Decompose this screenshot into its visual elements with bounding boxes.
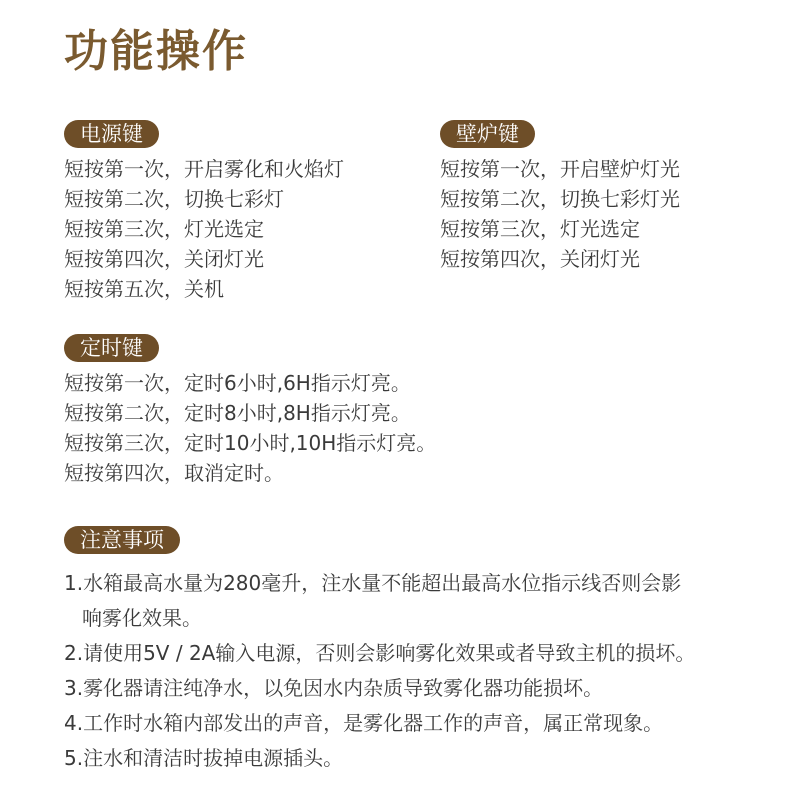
instruction-line: 短按第四次，关闭灯光 — [440, 247, 640, 271]
fireplace-key-section — [440, 120, 680, 274]
timer-key-section — [64, 334, 436, 488]
instruction-line: 短按第二次，切换七彩灯光 — [440, 187, 680, 211]
notes-list — [64, 566, 695, 776]
instruction-line: 短按第四次，关闭灯光 — [64, 247, 264, 271]
instruction-line: 短按第五次，关机 — [64, 277, 224, 301]
power-key-instructions — [64, 154, 344, 304]
note-item: 5.注水和清洁时拔掉电源插头。 — [64, 746, 344, 770]
note-item-continuation: 响雾化效果。 — [82, 606, 202, 630]
fireplace-key-instructions — [440, 154, 680, 274]
instruction-line: 短按第三次，灯光选定 — [64, 217, 264, 241]
instruction-line: 短按第三次，灯光选定 — [440, 217, 640, 241]
timer-key-badge: 定时键 — [64, 334, 159, 362]
note-item: 4.工作时水箱内部发出的声音，是雾化器工作的声音，属正常现象。 — [64, 711, 664, 735]
instruction-line: 短按第二次，切换七彩灯 — [64, 187, 284, 211]
note-item: 3.雾化器请注纯净水，以免因水内杂质导致雾化器功能损坏。 — [64, 676, 604, 700]
notes-badge: 注意事项 — [64, 526, 180, 554]
power-key-section — [64, 120, 344, 304]
instruction-line: 短按第一次，定时6小时,6H指示灯亮。 — [64, 371, 411, 395]
instruction-line: 短按第二次，定时8小时,8H指示灯亮。 — [64, 401, 411, 425]
page-title: 功能操作 — [64, 26, 248, 77]
power-key-badge: 电源键 — [64, 120, 159, 148]
instruction-line: 短按第一次，开启雾化和火焰灯 — [64, 157, 344, 181]
instruction-line: 短按第一次，开启壁炉灯光 — [440, 157, 680, 181]
timer-key-instructions — [64, 368, 436, 488]
notes-section — [64, 526, 695, 776]
instruction-line: 短按第三次，定时10小时,10H指示灯亮。 — [64, 431, 437, 455]
note-item: 1.水箱最高水量为280毫升，注水量不能超出最高水位指示线否则会影 — [64, 571, 682, 595]
instruction-line: 短按第四次，取消定时。 — [64, 461, 284, 485]
note-item: 2.请使用5V / 2A输入电源，否则会影响雾化效果或者导致主机的损坏。 — [64, 641, 696, 665]
fireplace-key-badge: 壁炉键 — [440, 120, 535, 148]
